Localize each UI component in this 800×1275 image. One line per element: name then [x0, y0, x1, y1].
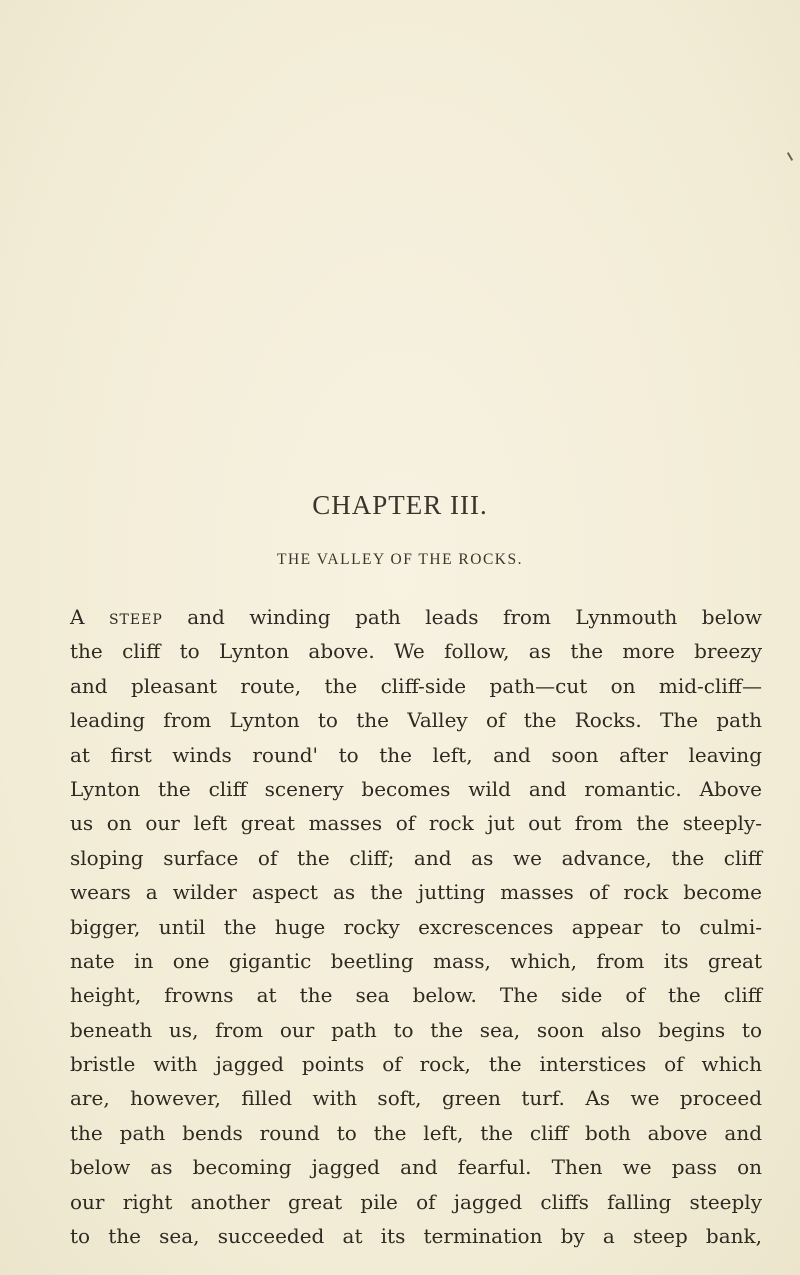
opening-word: A [70, 605, 85, 629]
text-line: us on our left great masses of rock jut out from the steeply- [70, 811, 762, 836]
text-line: nate in one gigantic beetling mass, which, from its great [70, 948, 762, 973]
text-line-content: and winding path leads from Lynmouth below [162, 605, 762, 629]
ink-speck [787, 152, 793, 161]
text-line: the cliff to Lynton above. We follow, as the more breezy [70, 639, 762, 664]
text-line: bristle with jagged points of rock, the interstices of which [70, 1052, 762, 1077]
text-line: are, however, filled with soft, green turf. As we proceed [70, 1086, 762, 1111]
text-line: leading from Lynton to the Valley of the Rocks. The path [70, 708, 762, 733]
text-line: our right another great pile of jagged cliffs falling steeply [70, 1189, 762, 1214]
text-line: and pleasant route, the cliff-side path—cut on mid-cliff— [70, 673, 762, 698]
text-line [70, 600, 762, 634]
chapter-heading: CHAPTER III. [312, 490, 488, 520]
text-line: height, frowns at the sea below. The side of the cliff [70, 983, 762, 1008]
text-line: at first winds round' to the left, and soon after leaving [70, 742, 762, 767]
text-line: sloping surface of the cliff; and as we advance, the cliff [70, 845, 762, 870]
chapter-subtitle: THE VALLEY OF THE ROCKS. [277, 551, 523, 568]
text-line: Lynton the cliff scenery becomes wild and romantic. Above [70, 776, 762, 801]
text-line: bigger, until the huge rocky excrescences appear to culmi- [70, 914, 762, 939]
text-line: beneath us, from our path to the sea, soon also begins to [70, 1017, 762, 1042]
opening-small-caps: steep [108, 605, 163, 629]
text-line: to the sea, succeeded at its termination by a steep bank, [70, 1224, 762, 1249]
text-line: the path bends round to the left, the cliff both above and [70, 1120, 762, 1145]
body-text [70, 600, 762, 1253]
text-line: wears a wilder aspect as the jutting masses of rock become [70, 880, 762, 905]
text-line: below as becoming jagged and fearful. Then we pass on [70, 1155, 762, 1180]
